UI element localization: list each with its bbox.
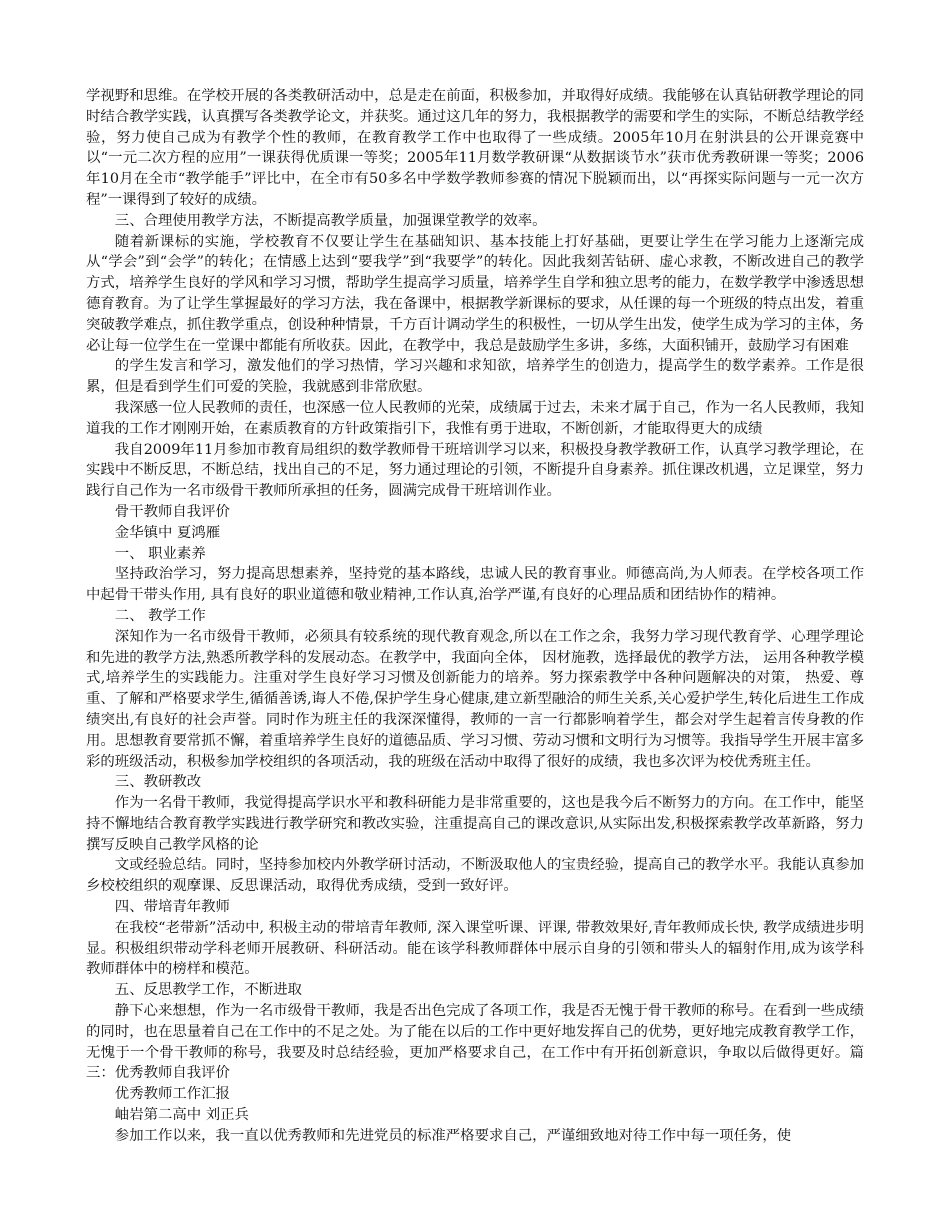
section-heading: 三、教研教改 — [114, 774, 202, 791]
paragraph: 我自2009年11月参加市教育局组织的数学教师骨干班培训学习以来，积极投身教学教研工作，认真学习教学理论，在实践中不断反思，不断总结，找出自己的不足，努力通过理论的引领，不断提升自身素养。抓住课改机遇，立足课堂，努力践行自己作为一名市级骨干教师所承担的任务，圆满完成骨干班培训作业。 — [86, 441, 864, 500]
paragraph: 学视野和思维。在学校开展的各类教研活动中，总是走在前面，积极参加，并取得好成绩。我能够在认真钻研教学理论的同时结合教学实践，认真撰写各类教学论文，并获奖。通过这几年的努力，我根据教学的需要和学生的实际，不断总结教学经验，努力使自己成为有教学个性的教师，在教育教学工作中也取得了一些成绩。2005年10月在射洪县的公开课竞赛中以“一元二次方程的应用”一课获得优质课一等奖；2005年11月数学教研课“从数据谈节水”获市优秀教研课一等奖；2006年10月在全市“教学能手”评比中，在全市有50多名中学数学教师参赛的情况下脱颖而出，以“再探实际问题与一元一次方程”一课得到了较好的成绩。 — [86, 88, 864, 208]
paragraph: 在我校“老带新”活动中, 积极主动的带培青年教师, 深入课堂听课、评课, 带教效果好,青年教师成长快, 教学成绩进步明显。积极组织带动学科老师开展教研、科研活动。能在该学科教师群体中展示自身的引领和带头人的辐射作用,成为该学科教师群体中的榜样和模范。 — [86, 919, 864, 978]
article-title: 优秀教师工作汇报 — [114, 1086, 230, 1103]
paragraph: 坚持政治学习，努力提高思想素养，坚持党的基本路线，忠诚人民的教育事业。师德高尚,为人师表。在学校各项工作中起骨干带头作用, 具有良好的职业道德和敬业精神,工作认真,治学严谨,有良好的心理品质和团结协作的精神。 — [86, 566, 864, 604]
section-heading: 二、 教学工作 — [114, 607, 206, 624]
paragraph: 静下心来想想，作为一名市级骨干教师，我是否出色完成了各项工作，我是否无愧于骨干教师的称号。在看到一些成绩的同时，也在思量着自己在工作中的不足之处。为了能在以后的工作中更好地发挥自己的优势，更好地完成教育教学工作，无愧于一个骨干教师的称号，我要及时总结经验，更加严格要求自己，在工作中有开拓创新意识，争取以后做得更好。篇三：优秀教师自我评价 — [86, 1003, 864, 1082]
section-heading: 一、 职业素养 — [114, 545, 206, 562]
paragraph: 随着新课标的实施，学校教育不仅要让学生在基础知识、基本技能上打好基础，更要让学生在学习能力上逐渐完成从“学会”到“会学”的转化；在情感上达到“要我学”到“我要学”的转化。因此我刻苦钻研、虚心求教，不断改进自己的教学方式，培养学生良好的学风和学习习惯，帮助学生提高学习质量，培养学生自学和独立思考的能力，在数学教学中渗透思想德育教育。为了让学生掌握最好的学习方法，我在备课中，根据教学新课标的要求，从任课的每一个班级的特点出发，着重突破教学难点，抓住教学重点，创设种种情景，千方百计调动学生的积极性，一切从学生出发，使学生成为学习的主体，务必让每一位学生在一堂课中都能有所收获。因此，在教学中，我总是鼓励学生多讲，多练，大面积铺开，鼓励学习有困难 — [86, 233, 864, 354]
section-heading: 四、带培青年教师 — [114, 899, 230, 916]
author-line: 金华镇中 夏鸿雁 — [114, 524, 221, 541]
section-heading: 五、反思教学工作，不断进取 — [114, 982, 302, 999]
author-line: 岫岩第二高中 刘正兵 — [114, 1107, 249, 1124]
article-title: 骨干教师自我评价 — [114, 503, 230, 520]
paragraph: 文或经验总结。同时，坚持参加校内外教学研讨活动，不断汲取他人的宝贵经验，提高自己的教学水平。我能认真参加乡校校组织的观摩课、反思课活动，取得优秀成绩，受到一致好评。 — [86, 857, 864, 895]
paragraph: 深知作为一名市级骨干教师，必须具有较系统的现代教育观念,所以在工作之余，我努力学习现代教育学、心理学理论和先进的教学方法,熟悉所教学科的发展动态。在教学中，我面向全体， 因材施教，选择最优的教学方法， 运用各种教学模式,培养学生的实践能力。注重对学生良好学习习惯及创新能力的培养。努力探索教学中各种问题解决的对策， 热爱、尊重、了解和严格要求学生,循循善诱,诲人不倦,保护学生身心健康,建立新型融洽的师生关系,关心爱护学生,转化后进生工作成绩突出,有良好的社会声誉。同时作为班主任的我深深懂得，教师的一言一行都影响着学生，都会对学生起着言传身教的作用。思想教育要常抓不懈，着重培养学生良好的道德品质、学习习惯、劳动习惯和文明行为习惯等。我指导学生开展丰富多彩的班级活动，积极参加学校组织的各项活动，我的班级在活动中取得了很好的成绩，我也多次评为校优秀班主任。 — [86, 628, 864, 770]
section-heading: 三、合理使用教学方法，不断提高教学质量，加强课堂教学的效率。 — [114, 212, 547, 229]
paragraph: 参加工作以来，我一直以优秀教师和先进党员的标准严格要求自己，严谨细致地对待工作中每一项任务，使 — [114, 1127, 792, 1144]
paragraph: 我深感一位人民教师的责任，也深感一位人民教师的光荣，成绩属于过去，未来才属于自己，作为一名人民教师，我知道我的工作才刚刚开始，在素质教育的方针政策指引下，我惟有勇于进取，不断创新，才能取得更大的成绩 — [86, 399, 864, 437]
paragraph: 作为一名骨干教师，我觉得提高学识水平和教科研能力是非常重要的，这也是我今后不断努力的方向。在工作中，能坚持不懈地结合教育教学实践进行教学研究和教改实验，注重提高自己的课改意识,从实际出发,积极探索教学改革新路，努力撰写反映自己教学风格的论 — [86, 795, 864, 853]
paragraph: 的学生发言和学习，激发他们的学习热情，学习兴趣和求知欲，培养学生的创造力，提高学生的数学素养。工作是很累，但是看到学生们可爱的笑脸，我就感到非常欣慰。 — [86, 358, 864, 396]
